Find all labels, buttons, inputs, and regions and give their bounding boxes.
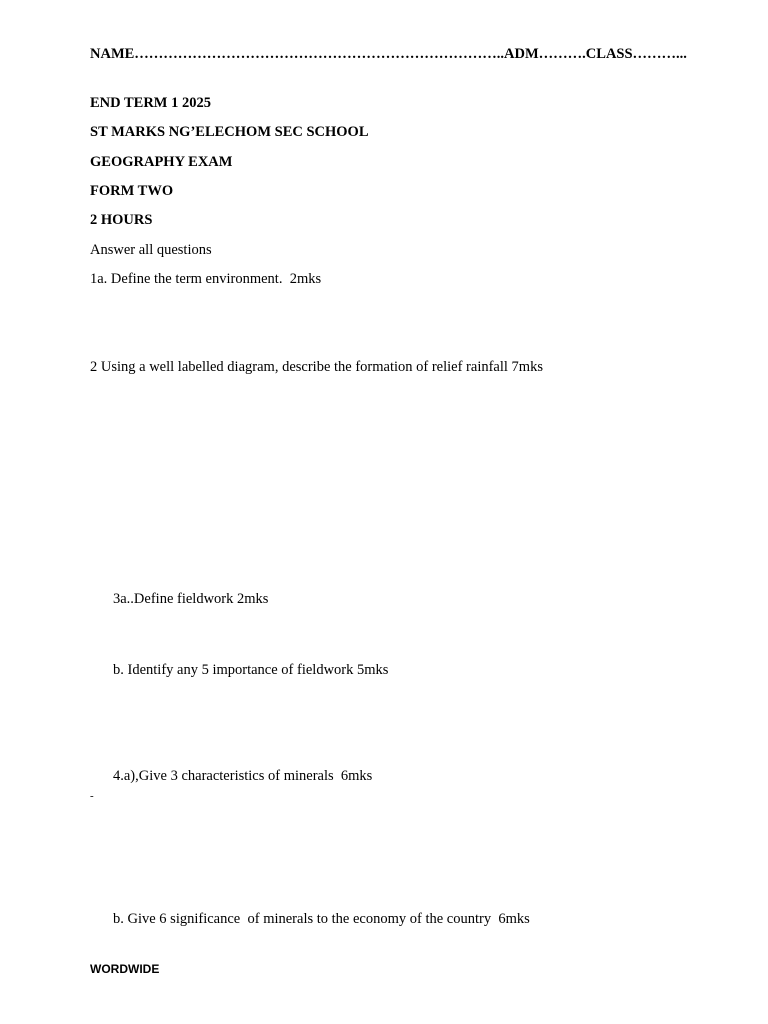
exam-form: FORM TWO [90, 183, 174, 199]
question-4b: b. Give 6 significance of minerals to the economy of the country 6mks [113, 911, 530, 927]
question-1a: 1a. Define the term environment. 2mks [90, 271, 322, 287]
exam-duration: 2 HOURS [90, 212, 153, 228]
stray-mark: - [90, 790, 94, 802]
footer-label: WORDWIDE [90, 962, 160, 976]
question-3a: 3a..Define fieldwork 2mks [113, 591, 269, 607]
question-2: 2 Using a well labelled diagram, describe the formation of relief rainfall 7mks [90, 359, 543, 375]
question-4a: 4.a),Give 3 characteristics of minerals 6mks [113, 768, 373, 784]
school-name: ST MARKS NG’ELECHOM SEC SCHOOL [90, 124, 369, 140]
exam-subject: GEOGRAPHY EXAM [90, 154, 233, 170]
exam-term: END TERM 1 2025 [90, 95, 211, 111]
question-3b: b. Identify any 5 importance of fieldwork 5mks [113, 662, 389, 678]
student-details-line: NAME…………………………………………………………………..ADM……….CLASS………... [90, 46, 687, 62]
instructions: Answer all questions [90, 242, 212, 258]
